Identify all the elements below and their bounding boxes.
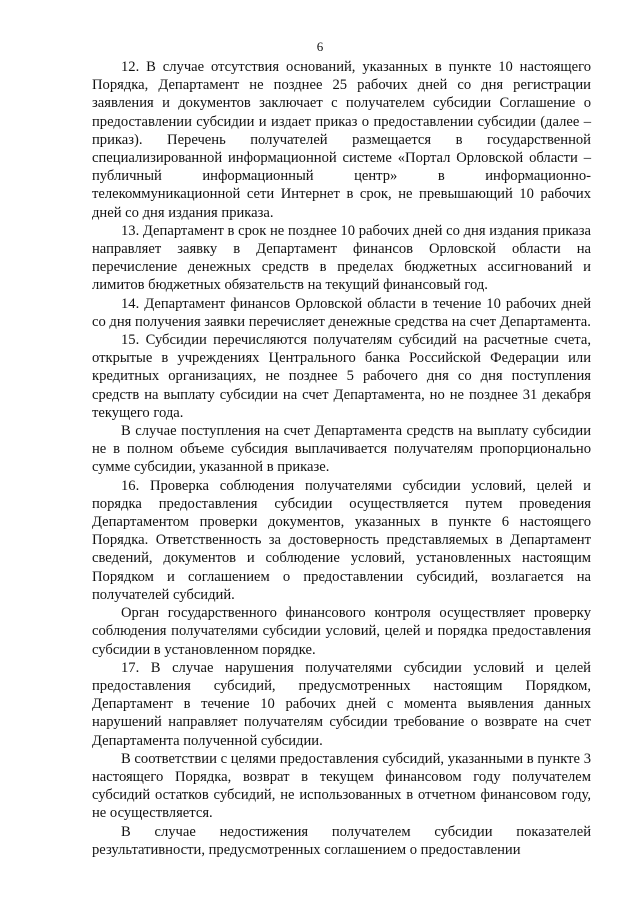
paragraph-15: 15. Субсидии перечисляются получателям субсидий на расчетные счета, открытые в учреждениях Центрального банка Российской Федерации или кредитных организациях, не позднее 5 рабочего дня со дня поступления средств на выплату субсидии на счет Департамента, но не позднее 31 декабря текущего года. <box>92 332 591 421</box>
document-body <box>92 58 591 859</box>
paragraph-12: 12. В случае отсутствия оснований, указанных в пункте 10 настоящего Порядка, Департамент не позднее 25 рабочих дней со дня регистрации заявления и документов заключает с получателем субсидии Соглашение о предоставлении субсидии и издает приказ о предоставлении субсидии (далее – приказ). Перечень получателей размещается в государственной специализированной информационной системе «Портал Орловской области – публичный информационный центр» в информационно-телекоммуникационной сети Интернет в срок, не превышающий 10 рабочих дней со дня издания приказа. <box>92 59 591 221</box>
paragraph-16: 16. Проверка соблюдения получателями субсидии условий, целей и порядка предоставления субсидии осуществляется путем проведения Департаментом проверки документов, указанных в пункте 6 настоящего Порядка. Ответственность за достоверность представляемых в Департамент сведений, документов и соблюдение условий, установленных настоящим Порядком и соглашением о предоставлении субсидий, возлагается на получателей субсидий. <box>92 477 591 603</box>
paragraph-15-continuation: В случае поступления на счет Департамента средств на выплату субсидии не в полном объеме субсидия выплачивается получателям пропорционально сумме субсидии, указанной в приказе. <box>92 423 591 476</box>
paragraph-17: 17. В случае нарушения получателями субсидии условий и целей предоставления субсидий, предусмотренных настоящим Порядком, Департамент в течение 10 рабочих дней с момента выявления данных нарушений направляет получателям субсидии требование о возврате на счет Департамента полученной субсидии. <box>92 659 591 749</box>
paragraph-17-final: В случае недостижения получателем субсидии показателей результативности, предусмотренных соглашением о предоставлении <box>92 823 591 858</box>
paragraph-13: 13. Департамент в срок не позднее 10 рабочих дней со дня издания приказа направляет заявку в Департамент финансов Орловской области на перечисление денежных средств в пределах бюджетных ассигнований и лимитов бюджетных обязательств на текущий финансовый год. <box>92 222 591 294</box>
paragraph-14: 14. Департамент финансов Орловской области в течение 10 рабочих дней со дня получения заявки перечисляет денежные средства на счет Департамента. <box>92 295 591 330</box>
paragraph-16-continuation: Орган государственного финансового контроля осуществляет проверку соблюдения получателями субсидии условий, целей и порядка предоставления субсидии в установленном порядке. <box>92 605 591 658</box>
paragraph-17-continuation: В соответствии с целями предоставления субсидий, указанными в пункте 3 настоящего Порядка, возврат в текущем финансовом году получателем субсидий остатков субсидий, не использованных в отчетном финансовом году, не осуществляется. <box>92 750 591 822</box>
page-number: 6 <box>316 39 324 54</box>
